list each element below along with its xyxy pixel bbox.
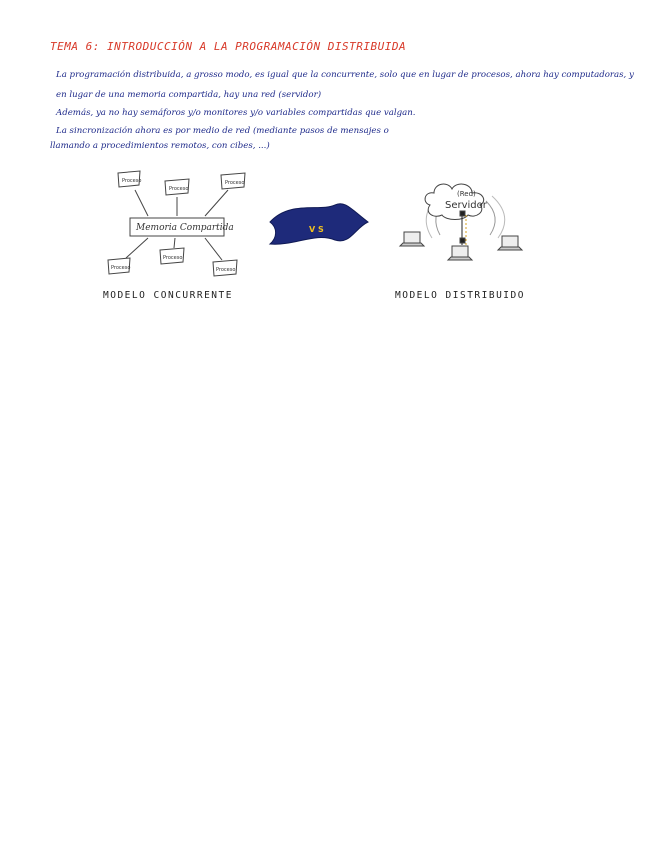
paragraph-line-4: La sincronización ahora es por medio de red (mediante pasos de mensajes o bbox=[56, 126, 389, 136]
paragraph-line-1: La programación distribuida, a grosso modo, es igual que la concurrente, solo que en lugar de procesos, ahora hay computadoras, y bbox=[56, 70, 634, 80]
distributed-diagram bbox=[400, 184, 522, 260]
memory-label: Memoria Compartida bbox=[136, 223, 234, 233]
process-icon bbox=[165, 179, 189, 195]
svg-text:Proceso: Proceso bbox=[122, 178, 142, 184]
arrow bbox=[126, 238, 148, 258]
process-icon bbox=[118, 171, 141, 187]
paragraph-line-5: llamando a procedimientos remotos, con cibes, ...) bbox=[50, 141, 270, 151]
signal-arc bbox=[486, 201, 495, 235]
caption-distributed: MODELO DISTRIBUIDO bbox=[395, 290, 525, 301]
laptop-icon bbox=[498, 236, 522, 250]
svg-text:Proceso: Proceso bbox=[163, 255, 183, 261]
cloud-top-label: (Red) bbox=[457, 190, 476, 198]
svg-text:Proceso: Proceso bbox=[216, 267, 236, 273]
laptop-icon bbox=[448, 246, 472, 260]
arrow bbox=[174, 238, 175, 248]
process-icon bbox=[221, 173, 245, 189]
cloud-label: Servidor bbox=[445, 200, 487, 211]
caption-concurrent: MODELO CONCURRENTE bbox=[103, 290, 233, 301]
concurrent-diagram bbox=[108, 171, 245, 276]
process-icon bbox=[213, 260, 237, 276]
arrow bbox=[205, 238, 222, 260]
signal-arc bbox=[492, 196, 505, 238]
svg-text:Proceso: Proceso bbox=[225, 180, 245, 186]
process-icon bbox=[160, 248, 184, 264]
page-title: TEMA 6: INTRODUCCIÓN A LA PROGRAMACIÓN DISTRIBUIDA bbox=[50, 40, 407, 53]
paragraph-line-3: Además, ya no hay semáforos y/o monitores y/o variables compartidas que valgan. bbox=[56, 108, 416, 118]
process-icon bbox=[108, 258, 130, 274]
vs-label: V S bbox=[309, 225, 324, 234]
arrow bbox=[135, 190, 148, 216]
svg-text:Proceso: Proceso bbox=[169, 186, 189, 192]
svg-text:Proceso: Proceso bbox=[111, 265, 131, 271]
vs-banner bbox=[270, 204, 368, 245]
paragraph-line-2: en lugar de una memoria compartida, hay una red (servidor) bbox=[56, 90, 322, 100]
laptop-icon bbox=[400, 232, 424, 246]
arrow bbox=[205, 190, 228, 216]
